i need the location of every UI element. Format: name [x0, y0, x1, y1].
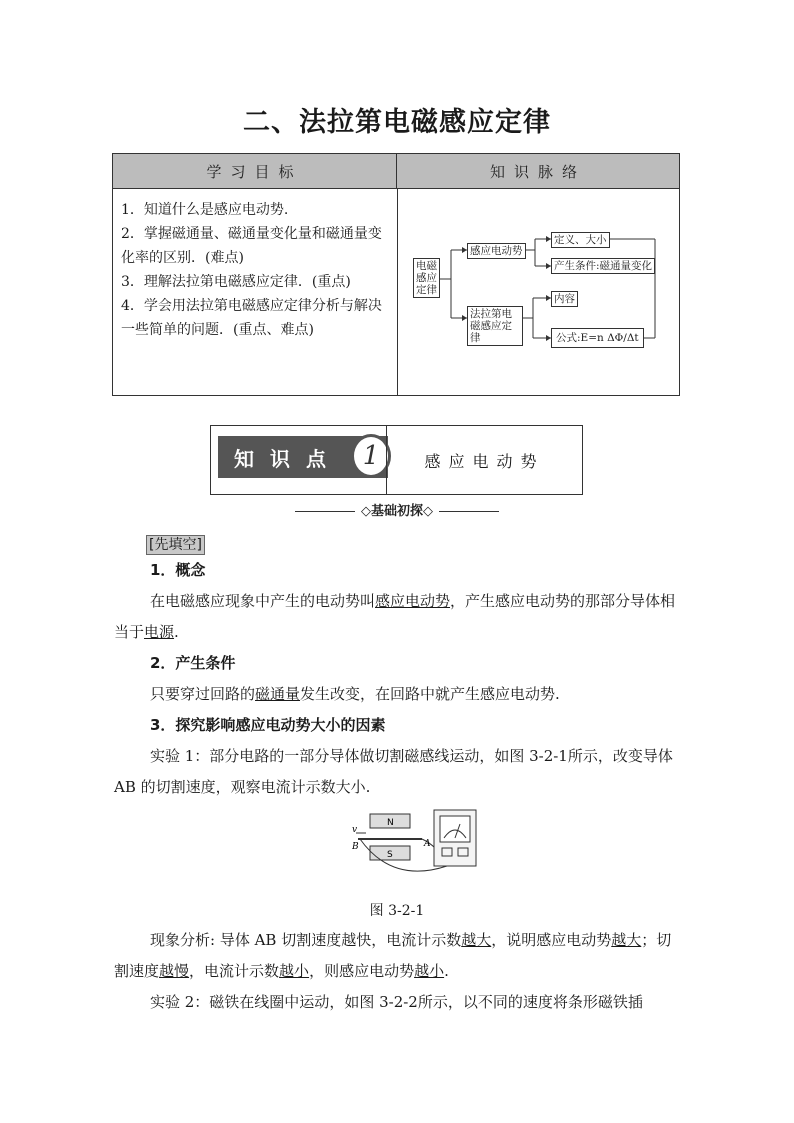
- goal-item: 2．掌握磁通量、磁通量变化量和磁通量变化率的区别．(难点): [121, 226, 382, 266]
- answer-blank: 越慢: [159, 962, 190, 980]
- answer-blank: 感应电动势: [375, 592, 451, 610]
- table-divider: [397, 189, 398, 395]
- condition-paragraph: 只要穿过回路的磁通量发生改变，在回路中就产生感应电动势.: [150, 685, 560, 703]
- point-b-label: B: [352, 842, 359, 852]
- learning-goals-header: 学习目标: [113, 154, 397, 189]
- figure-caption: 图 3-2-1: [369, 903, 425, 919]
- analysis-paragraph: 现象分析: 导体 AB 切割速度越快，电流计示数越大，说明感应电动势越大；切割速度越慢，电流计示数越小，则感应电动势越小.: [114, 931, 672, 980]
- mindmap-branch-emf: 感应电动势: [467, 243, 526, 259]
- heading-concept: 1．概念: [150, 561, 206, 579]
- goals-list: [121, 198, 393, 342]
- answer-blank: 越小: [414, 962, 445, 980]
- velocity-label: v: [352, 825, 358, 835]
- goal-item: 4．学会用法拉第电磁感应定律分析与解决一些简单的问题．(重点、难点): [121, 298, 382, 338]
- mindmap-leaf-condition: 产生条件:磁通量变化: [551, 258, 655, 274]
- knowledge-point-banner: [210, 425, 583, 495]
- point-a-label: A: [424, 839, 431, 849]
- experiment1-paragraph: 实验 1：部分电路的一部分导体做切割磁感线运动，如图 3-2-1所示，改变导体 AB 的切割速度，观察电流计示数大小.: [114, 747, 673, 796]
- answer-blank: 越大: [461, 931, 492, 949]
- goal-item: 1．知道什么是感应电动势.: [121, 202, 289, 218]
- mindmap-branch-faraday: 法拉第电磁感应定律: [467, 306, 523, 346]
- section-label-text: ◇基础初探◇: [361, 504, 433, 519]
- answer-blank: 电源: [144, 623, 175, 641]
- body-text-continued: [114, 925, 684, 1018]
- figure-generator-apparatus: [352, 806, 482, 884]
- page-title: 二、法拉第电磁感应定律: [243, 107, 551, 138]
- body-text: [114, 555, 684, 803]
- goal-item: 3．理解法拉第电磁感应定律．(重点): [121, 274, 351, 290]
- label-rule-left: [295, 511, 355, 512]
- mindmap-root: 电磁感应定律: [413, 258, 440, 298]
- knowledge-mindmap: [403, 194, 675, 390]
- answer-blank: 越小: [279, 962, 310, 980]
- north-pole-label: N: [387, 818, 394, 828]
- answer-blank: 越大: [611, 931, 642, 949]
- knowledge-point-topic: 感应电动势: [424, 451, 545, 471]
- heading-experiment: 3．探究影响感应电动势大小的因素: [150, 716, 386, 734]
- mindmap-connectors: [403, 194, 675, 390]
- experiment2-paragraph: 实验 2：磁铁在线圈中运动，如图 3-2-2所示，以不同的速度将条形磁铁插: [150, 993, 643, 1011]
- apparatus-illustration: [352, 806, 482, 884]
- mindmap-leaf-definition: 定义、大小: [551, 232, 610, 248]
- concept-paragraph: 在电磁感应现象中产生的电动势叫感应电动势，产生感应电动势的那部分导体相当于电源.: [114, 592, 676, 641]
- mindmap-leaf-content: 内容: [551, 291, 578, 307]
- answer-blank: 磁通量: [255, 685, 301, 703]
- heading-condition: 2．产生条件: [150, 654, 236, 672]
- knowledge-point-number: 1: [351, 434, 391, 478]
- knowledge-point-label: 知识点: [218, 436, 388, 478]
- mindmap-leaf-formula: 公式:E=n ΔΦ/Δt: [551, 328, 644, 348]
- knowledge-map-header: 知识脉络: [397, 154, 679, 189]
- section-label: [0, 500, 794, 519]
- objectives-table: [112, 153, 680, 396]
- label-rule-right: [439, 511, 499, 512]
- south-pole-label: S: [387, 850, 393, 860]
- fill-in-tag: [先填空]: [146, 535, 205, 555]
